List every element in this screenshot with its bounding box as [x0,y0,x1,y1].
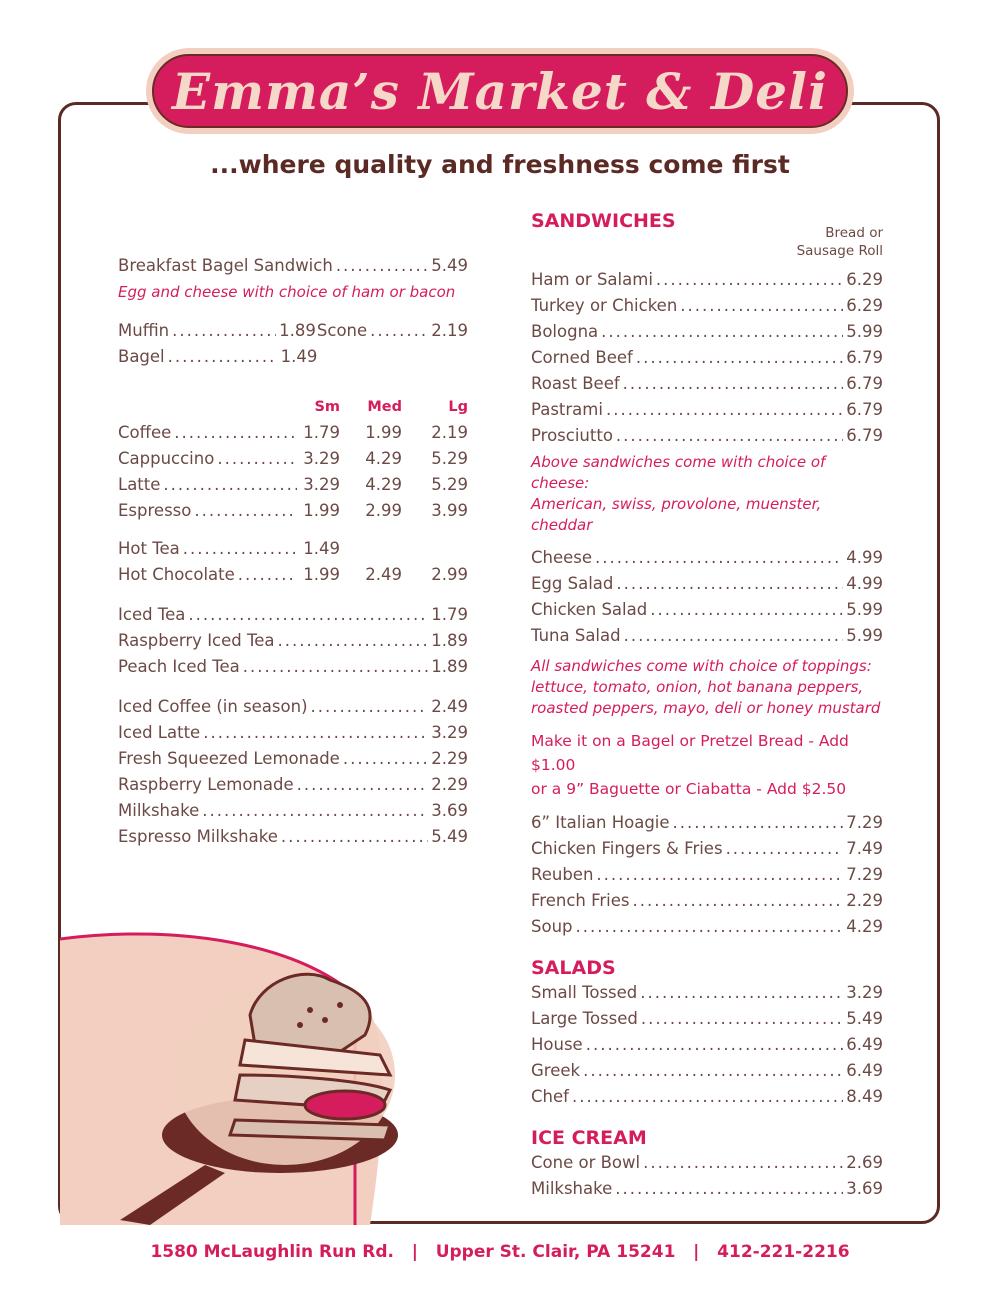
menu-item [531,422,883,448]
menu-item [531,1061,883,1087]
menu-item [531,292,883,318]
size-headers: Sm Med Lg [314,399,468,415]
menu-item-price: 6.79 [846,400,883,419]
menu-item [118,657,468,683]
menu-item-price: 3.69 [846,1179,883,1198]
menu-item-name: Roast Beef [531,374,620,393]
city: Upper St. Clair, PA 15241 [435,1242,676,1262]
menu-item-name: Turkey or Chicken [531,296,678,315]
menu-item-price-med: 1.99 [365,423,402,442]
menu-item-name: Chicken Fingers & Fries [531,839,723,858]
menu-item [531,344,883,370]
menu-item [531,1009,883,1035]
menu-item-price: 2.49 [431,697,468,716]
menu-item: Breakfast Bagel Sandwich ..... 5.49 [118,256,468,282]
section-title-salads: SALADS [531,957,616,979]
menu-item-price: 7.29 [846,813,883,832]
menu-item [118,827,468,853]
menu-item [118,723,468,749]
menu-item-price-med: 4.29 [365,475,402,494]
sandwiches-list-2 [531,548,883,652]
menu-item-name: Egg Salad [531,574,614,593]
menu-item-price: 2.29 [431,749,468,768]
menu-item-price-sm: 3.29 [303,475,340,494]
item-note: Egg and cheese with choice of ham or bacon [118,283,456,301]
menu-item [531,574,883,600]
menu-item-name: Prosciutto [531,426,613,445]
menu-item-price: 1.89 [431,657,468,676]
menu-item-name: Cone or Bowl [531,1153,641,1172]
menu-item-name: Cheese [531,548,593,567]
menu-item-price: 4.29 [846,917,883,936]
menu-item-name: Espresso Milkshake [118,827,278,846]
menu-item-price-med: 2.99 [365,501,402,520]
section-title-sandwiches: SANDWICHES [531,210,676,232]
menu-item-name: Bologna [531,322,599,341]
menu-item [531,396,883,422]
right-column [531,210,883,1205]
menu-item-name: Greek [531,1061,581,1080]
menu-item-price-lg: 2.19 [431,423,468,442]
bread-upgrade-promo: Make it on a Bagel or Pretzel Bread - Add $1.00 or a 9” Baguette or Ciabatta - Add $2.50 [531,732,849,798]
ice-cream-list [531,1153,883,1205]
menu-item-price: 8.49 [846,1087,883,1106]
menu-item-price: 4.99 [846,548,883,567]
menu-item [118,475,468,501]
menu-item-name: Latte [118,475,161,494]
menu-item-name: Raspberry Lemonade [118,775,294,794]
menu-item [531,318,883,344]
menu-item-name: Tuna Salad [531,626,621,645]
sandwiches-list-3 [531,813,883,943]
menu-item-price-lg: 5.29 [431,475,468,494]
address: 1580 McLaughlin Run Rd. [150,1242,394,1262]
section-title-ice-cream: ICE CREAM [531,1127,647,1149]
hot-drinks-list-2 [118,539,468,591]
toppings-note: All sandwiches come with choice of toppings: lettuce, tomato, onion, hot banana peppers, roasted peppers, mayo, deli or honey mustard [531,657,881,717]
menu-item-name: Iced Tea [118,605,186,624]
menu-item-name: Pastrami [531,400,603,419]
menu-item-name: Milkshake [531,1179,613,1198]
menu-item [531,917,883,943]
menu-item-price-lg: 2.99 [431,565,468,584]
menu-item-price: 5.99 [846,322,883,341]
menu-item [531,1087,883,1113]
menu-item-price: 3.29 [431,723,468,742]
menu-item-price-med: 4.29 [365,449,402,468]
menu-item-name: Hot Chocolate [118,565,235,584]
menu-item-name: Small Tossed [531,983,638,1002]
menu-item [531,813,883,839]
menu-item-price-lg: 3.99 [431,501,468,520]
menu-item-name: French Fries [531,891,630,910]
menu-item [118,605,468,631]
menu-item-name: Iced Coffee (in season) [118,697,308,716]
hot-drinks-list [118,423,468,527]
menu-item [118,501,468,527]
menu-item [531,266,883,292]
menu-item-price: 5.99 [846,600,883,619]
menu-item [531,1035,883,1061]
menu-item-price: 2.29 [431,775,468,794]
menu-item-name: Raspberry Iced Tea [118,631,275,650]
menu-item-price: 3.69 [431,801,468,820]
menu-item-price: 6.79 [846,374,883,393]
menu-item-price: 5.49 [431,827,468,846]
menu-item [118,449,468,475]
menu-item: Muffin ..... 1.89 Scone ..... 2.19 [118,321,468,347]
menu-item-name: 6” Italian Hoagie [531,813,670,832]
menu-item-price-med: 2.49 [365,565,402,584]
sandwiches-list [531,266,883,448]
menu-item [531,1153,883,1179]
tagline: ...where quality and freshness come first [210,150,790,179]
menu-item-name: Reuben [531,865,594,884]
menu-item-name: Corned Beef [531,348,633,367]
menu-item-price-sm: 3.29 [303,449,340,468]
menu-item-name: Chef [531,1087,569,1106]
menu-item-price-sm: 1.99 [303,501,340,520]
menu-item-price: 7.49 [846,839,883,858]
menu-item [118,749,468,775]
menu-item [531,839,883,865]
menu-item-price: 2.29 [846,891,883,910]
menu-item-price: 6.79 [846,426,883,445]
menu-item-price-sm: 1.79 [303,423,340,442]
menu-item-price-lg: 5.29 [431,449,468,468]
menu-item [118,423,468,449]
cold-drinks-list [118,697,468,853]
menu-item-name: Espresso [118,501,192,520]
menu-item: Bagel ..... 1.49 [118,347,468,373]
left-column [118,256,468,853]
menu-item [531,370,883,396]
menu-item [118,801,468,827]
sandwich-on-plate-icon [60,925,480,1225]
menu-item-price: 6.49 [846,1061,883,1080]
menu-item-price-sm: 1.99 [303,565,340,584]
menu-item [531,600,883,626]
menu-item-name: Large Tossed [531,1009,638,1028]
salads-list [531,983,883,1113]
menu-item-name: Ham or Salami [531,270,653,289]
menu-item-name: Chicken Salad [531,600,648,619]
menu-item-name: Hot Tea [118,539,180,558]
menu-item-name: Coffee [118,423,172,442]
menu-item-price: 3.29 [846,983,883,1002]
menu-item [118,539,468,565]
menu-item-name: Cappuccino [118,449,215,468]
phone-number: 412-221-2216 [717,1242,850,1262]
menu-item-price: 7.29 [846,865,883,884]
menu-item-name: House [531,1035,583,1054]
footer-contact: 1580 McLaughlin Run Rd. | Upper St. Clair, PA 15241 | 412-221-2216 [150,1242,850,1262]
menu-item-price: 6.49 [846,1035,883,1054]
menu-item [531,1179,883,1205]
menu-item [531,626,883,652]
menu-item [531,983,883,1009]
restaurant-title: Emma’s Market & Deli [171,61,829,121]
menu-item-name: Fresh Squeezed Lemonade [118,749,340,768]
menu-item-price: 1.79 [431,605,468,624]
menu-item-price: 6.29 [846,296,883,315]
menu-item-name: Soup [531,917,573,936]
menu-item [118,697,468,723]
menu-item-price: 5.99 [846,626,883,645]
menu-item [531,891,883,917]
menu-item-price: 4.99 [846,574,883,593]
menu-item-price: 6.29 [846,270,883,289]
menu-item-price: 6.79 [846,348,883,367]
menu-item-price: 1.89 [431,631,468,650]
menu-item [118,565,468,591]
bread-note: Bread or Sausage Roll [796,225,883,259]
cheese-note: Above sandwiches come with choice of cheese: American, swiss, provolone, muenster, cheddar [531,453,826,534]
menu-item [118,631,468,657]
title-banner [152,54,848,128]
menu-item-name: Iced Latte [118,723,201,742]
menu-item-price: 5.49 [846,1009,883,1028]
menu-item-name: Peach Iced Tea [118,657,240,676]
menu-item [531,548,883,574]
iced-teas-list [118,605,468,683]
menu-item-price-sm: 1.49 [303,539,340,558]
menu-item [531,865,883,891]
menu-item-name: Milkshake [118,801,200,820]
menu-item [118,775,468,801]
menu-item-price: 2.69 [846,1153,883,1172]
